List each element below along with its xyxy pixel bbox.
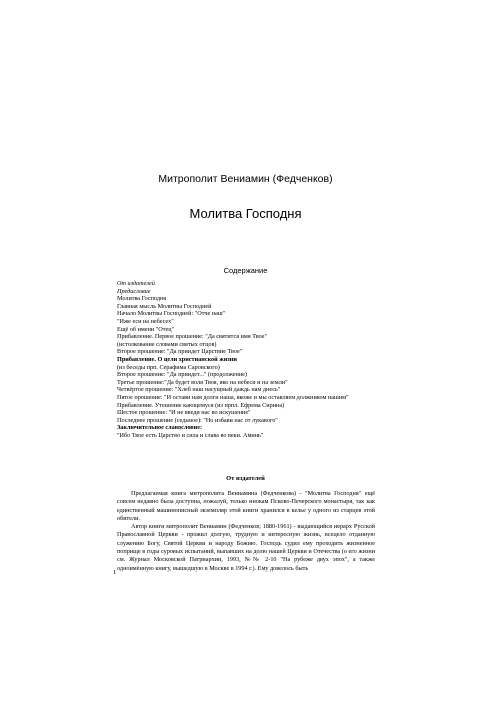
page-number: 1 [113,569,117,576]
toc-item[interactable]: Пятое прошение: "И остави нам долги наша, якоже и мы оставляем должником нашим" [117,393,349,401]
toc-item[interactable]: "Иже еси на небесех" [117,317,174,325]
toc-item[interactable]: Второе прошение: "Да приидет..." (продолжение) [117,371,247,379]
toc-item[interactable]: Ещё об имени "Отец" [117,325,175,333]
toc-item[interactable]: Третье прошение:"Да будет воля Твоя, яко на небеси и на земли" [117,378,288,386]
toc-item[interactable]: Прибавление. Утешение кающемуся (из прпл. Ефрема Сирина) [117,401,285,409]
body-paragraph: Предлагаемая книга митрополита Вениамина (Федченкова) - "Молитва Господня" ещё совсем недавно была доступна, пожалуй, только инокам Псково-Печерского монастыря, так как единственный машинописный экземпляр этой книги хранился в келье у одного из старцев этой обители. [117,490,375,522]
toc-item[interactable]: "Ибо Твое есть Царство и сила и слава во веки. Аминь" [117,431,264,439]
toc-item[interactable]: Прибавление. Первое прошение: "Да святится имя Твое" [117,333,268,341]
body-text [117,490,375,573]
toc-item[interactable]: Начало Молитвы Господней: "Отче наш" [117,310,226,318]
toc-item[interactable]: (истолкование словами святых отцов) [117,340,217,348]
toc-item[interactable]: Второе прошение: "Да приидет Царствие Твое" [117,348,243,356]
toc-heading: Содержание [223,266,268,275]
toc-item[interactable]: Прибавление. О цели христианской жизни [117,355,237,363]
toc-item[interactable]: Предисловие [117,287,151,295]
author-name: Митрополит Вениамин (Федченков) [158,173,333,185]
toc-item[interactable]: Главная мысль Молитвы Господней [117,302,212,310]
toc-item[interactable]: Шестое прошение: "И не введи нас во искушение" [117,409,251,417]
toc-item[interactable]: От издателей [117,280,155,287]
toc-item[interactable]: Молитва Господня [117,295,167,303]
section-heading: От издателей [226,475,265,482]
table-of-contents [117,280,417,439]
document-title: Молитва Господня [189,206,302,221]
toc-item[interactable]: Последнее прошение (седьмое): "Но избави нас от лукавого" [117,416,278,424]
toc-item[interactable]: (из беседы прп. Серафима Саровского) [117,363,220,371]
body-paragraph: Автор книги митрополит Вениамин (Федченков; 1880-1961) - выдающийся иерарх Русской Православной Церкви - прожил долгую, трудную и интересную жизнь, всецело отданную служению Богу, Святой Церкви и народу Божию. Господь судил ему проходить жизненное поприще в годы суровых испытаний, выпавших на долю нашей Церкви и Отечества (о его жизни см. Журнал Московской Патриархии, 1993, №№ 2-10 "На рубеже двух эпох", а также одноимённую книгу, вышедшую в Москве в 1994 г.). Ему довелось быть [117,523,375,572]
toc-item[interactable]: Четвёртое прошение: "Хлеб наш насущный даждь нам днесь" [117,386,281,394]
toc-item[interactable]: Заключительное славословие: [117,424,202,432]
